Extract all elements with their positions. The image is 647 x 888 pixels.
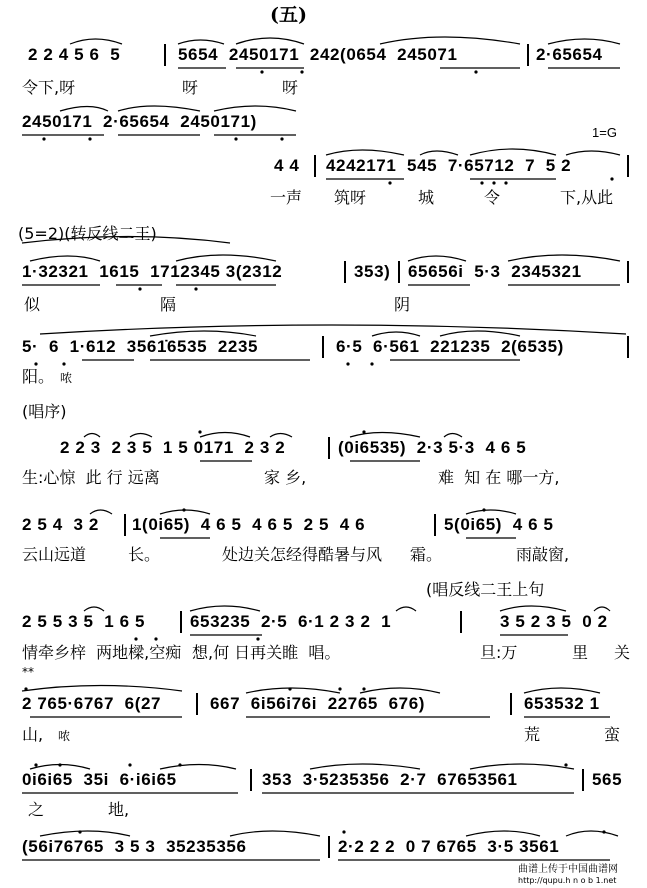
slur-mark xyxy=(310,764,420,769)
lyric-text: 似 xyxy=(24,295,41,314)
lyric-text: 筑呀 xyxy=(334,188,367,207)
notation-segment: (56i76765 3 5 3 35235356 xyxy=(22,837,247,856)
lyric-text: 霜。 xyxy=(410,545,443,564)
octave-dot xyxy=(42,137,45,140)
octave-dot xyxy=(370,362,373,365)
notation-segment: 4 4 xyxy=(274,156,300,175)
octave-dot xyxy=(182,508,185,511)
slur-mark xyxy=(548,39,620,44)
octave-dot xyxy=(34,362,37,365)
slur-mark xyxy=(30,256,100,261)
lyric-text: 哝 xyxy=(58,729,71,743)
slur-mark xyxy=(84,607,104,611)
lyric-text: 长。 xyxy=(128,545,161,564)
slur-mark xyxy=(160,765,236,770)
slur-mark xyxy=(380,37,520,44)
octave-dot xyxy=(256,637,259,640)
octave-dot xyxy=(58,763,61,766)
octave-dot xyxy=(138,287,141,290)
lyric-text: 令 xyxy=(484,188,501,207)
slur-mark xyxy=(40,831,130,836)
octave-dot xyxy=(194,287,197,290)
notation-segment: 5654 2450171 242(0654 245071 xyxy=(178,45,458,64)
lyric-text: 呀 xyxy=(182,78,199,97)
slur-mark xyxy=(444,434,462,438)
octave-dot xyxy=(300,70,303,73)
page-title: (五) xyxy=(270,4,307,26)
section-directive: (唱序) xyxy=(22,402,67,421)
octave-dot xyxy=(178,763,181,766)
octave-dot xyxy=(234,137,237,140)
slur-mark xyxy=(150,331,256,336)
notation-segment: 5· 6 1·612 3561̇6535 2235 xyxy=(22,337,259,356)
slur-mark xyxy=(190,606,260,611)
octave-dot xyxy=(78,830,81,833)
notation-segment: 653235 2·5 6·1 2 3 2 1 xyxy=(190,612,392,631)
lyric-text: 之 xyxy=(28,800,45,819)
lyric-text: 哝 xyxy=(60,371,73,385)
notation-segment: 5(0i65) 4 6 5 xyxy=(444,515,554,534)
slur-mark xyxy=(178,40,224,44)
lyric-text: 地, xyxy=(108,800,130,819)
octave-dot xyxy=(362,430,365,433)
lyric-text: 城 xyxy=(418,188,435,207)
slur-mark xyxy=(396,607,416,611)
notation-segment: 1(0i65) 4 6 5 4 6 5 2 5 4 6 xyxy=(132,515,366,534)
octave-dot xyxy=(610,177,613,180)
notation-segment: 6·5 6·561 221235 2(6535) xyxy=(336,337,564,356)
slur-mark xyxy=(372,332,420,336)
slur-mark xyxy=(70,39,122,44)
slur-mark xyxy=(350,433,420,438)
notation-segment: 4242171 545 7·65712 7 5 2 xyxy=(326,156,572,175)
lyric-text: 旦:万 xyxy=(480,643,518,662)
octave-dot xyxy=(34,763,37,766)
slur-mark xyxy=(466,831,540,836)
lyric-text: 呀 xyxy=(282,78,299,97)
lyric-text: 想,何 日再关睢 唱。 xyxy=(192,643,341,662)
notation-segment: 353) xyxy=(354,262,391,281)
octave-dot xyxy=(288,687,291,690)
slur-mark xyxy=(246,688,340,693)
lyric-text: 隔 xyxy=(160,295,177,314)
slur-mark xyxy=(440,331,520,336)
slur-mark xyxy=(326,150,404,155)
slur-mark xyxy=(60,107,108,112)
octave-dot xyxy=(88,137,91,140)
slur-mark xyxy=(130,434,152,438)
notation-segment: 2·2 2 2 0 7 6765 3·5 3561 xyxy=(338,837,560,856)
lyric-text: 一声 xyxy=(270,188,303,207)
octave-dot xyxy=(128,763,131,766)
octave-dot xyxy=(154,637,157,640)
footer-watermark: 曲谱上传于中国曲谱网 xyxy=(518,864,618,875)
notation-segment: 2 2 3 2 3 5 1 5 0171 2 3 2 xyxy=(60,438,286,457)
lyric-text: 家 乡, xyxy=(264,468,307,487)
slur-mark xyxy=(40,325,626,334)
octave-dot xyxy=(280,137,283,140)
key-signature: 1=G xyxy=(592,125,617,140)
slur-mark xyxy=(360,688,440,693)
section-directive: (唱反线二王上句 xyxy=(426,580,545,599)
octave-dot xyxy=(482,508,485,511)
section-directive: (5=2)(转反线二王) xyxy=(18,224,157,243)
slur-mark xyxy=(176,255,276,261)
lyric-text: 生:心惊 此 行 远离 xyxy=(22,468,160,487)
lyric-text: 阴 xyxy=(394,295,411,314)
octave-dot xyxy=(504,181,507,184)
notation-segment: 2450171 2·65654 2450171) xyxy=(22,112,257,131)
lyric-text: 阳。 xyxy=(22,367,55,386)
slur-mark xyxy=(236,38,304,44)
slur-mark xyxy=(214,106,296,111)
slur-mark xyxy=(408,256,466,261)
octave-dot xyxy=(338,687,341,690)
slur-mark xyxy=(84,434,100,438)
slur-mark xyxy=(230,831,320,836)
notation-segment: 2 765·6767 6(27 xyxy=(22,694,162,713)
lyric-text: 令下,呀 xyxy=(22,78,76,97)
slur-mark xyxy=(500,606,566,611)
lyric-text: 下,从此 xyxy=(560,188,614,207)
octave-dot xyxy=(134,637,137,640)
lyric-text: 里 xyxy=(572,643,589,662)
octave-dot xyxy=(62,362,65,365)
lyric-text: 难 知 在 哪一方, xyxy=(438,468,560,487)
notation-segment: 0i6i65 35i 6·i6i65 xyxy=(22,770,177,789)
notation-segment: 65656i 5·3 2345321 xyxy=(408,262,582,281)
slur-mark xyxy=(566,151,620,155)
lyric-text: 山, xyxy=(22,725,44,744)
octave-dot xyxy=(198,430,201,433)
slur-mark xyxy=(200,433,250,438)
octave-dot xyxy=(362,687,365,690)
octave-dot xyxy=(474,70,477,73)
notation-segment: 565 xyxy=(592,770,623,789)
notation-segment: (0i6535) 2·3 5·3 4 6 5 xyxy=(338,438,527,457)
octave-dot xyxy=(24,687,27,690)
notation-segment: 353 3·5235356 2·7 67653561 xyxy=(262,770,518,789)
octave-dot xyxy=(602,830,605,833)
slur-mark xyxy=(22,686,182,692)
notation-segment: 667 6i56i76i 22765 676) xyxy=(210,694,426,713)
lyric-text: 雨敲窗, xyxy=(516,545,570,564)
slur-mark xyxy=(466,510,516,514)
octave-dot xyxy=(260,70,263,73)
lyric-text: 云山远道 xyxy=(22,545,87,564)
slur-mark xyxy=(270,434,292,438)
slur-mark xyxy=(470,764,574,769)
notation-segment: 2·65654 xyxy=(536,45,603,64)
slur-mark xyxy=(594,607,610,611)
lyric-text: 情牵乡梓 两地樑,空痴 xyxy=(22,643,182,662)
octave-dot xyxy=(564,763,567,766)
notation-segment: 2 5 4 3 2 xyxy=(22,515,99,534)
lyric-text: 关 xyxy=(614,643,631,662)
slur-mark xyxy=(90,510,112,514)
footer-url: http://qupu.h n o b 1.net xyxy=(518,876,617,885)
slur-mark xyxy=(22,237,230,244)
notation-segment: 2 5 5 3 5 1 6 5 xyxy=(22,612,146,631)
octave-dot xyxy=(342,830,345,833)
slur-mark xyxy=(470,149,556,155)
notation-segment: 1·32321 1615 1712345 3(2312 xyxy=(22,262,283,281)
slur-mark xyxy=(566,831,618,836)
slur-mark xyxy=(420,151,458,155)
lyric-text: 蛮 xyxy=(604,725,621,744)
octave-dot xyxy=(492,181,495,184)
octave-dot xyxy=(346,362,349,365)
lyric-text: 荒 xyxy=(524,725,541,744)
notation-segment: 3 5 2 3 5 0 2 xyxy=(500,612,608,631)
notation-segment: 2 2 4 5 6 5 xyxy=(28,45,121,64)
octave-dot xyxy=(480,181,483,184)
octave-dot xyxy=(388,181,391,184)
slur-mark xyxy=(118,106,200,111)
lyric-text: 处边关怎经得酷暑与风 xyxy=(222,545,383,564)
ornament-mark: ** xyxy=(22,665,34,679)
slur-mark xyxy=(508,255,620,261)
notation-segment: 653532 1 xyxy=(524,694,600,713)
slur-mark xyxy=(524,688,600,693)
